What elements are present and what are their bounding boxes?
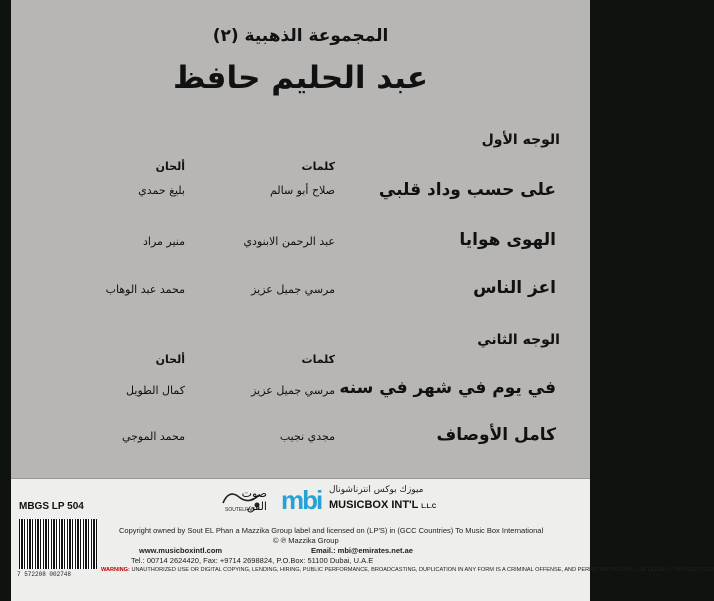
warning-label: WARNING:	[101, 567, 130, 573]
catalog-number: MBGS LP 504	[19, 501, 84, 512]
label1-text: صوت الفن	[241, 487, 267, 513]
sout-el-fan-logo	[219, 485, 267, 513]
warning-text: UNAUTHORIZED USE OR DIGITAL COPYING, LENDING, HIRING, PUBLIC PERFORMANCE, BROADCASTING, DUPLICATION IN ANY FORM IS A CRIMINAL OFFENSE, AND PERPETRATORS WILL BE LEGALLY PROSECUTED!	[131, 567, 714, 573]
album-sleeve	[11, 0, 714, 600]
copyright-text: Copyright owned by Sout EL Phan a Mazzika Group label and licensed on (LP'S) in (GCC Countries) To Music Box International	[119, 526, 544, 535]
label2-english-text: MUSICBOX INT'L	[329, 499, 419, 511]
label1-subtext: SOUTELFAN	[225, 507, 255, 513]
warning-notice	[101, 567, 714, 573]
song-lyricist: مرسي جميل عزيز	[251, 384, 335, 397]
mbi-logo-icon: mbi	[281, 485, 322, 515]
label2-arabic: ميوزك بوكس انترناشونال	[329, 485, 424, 495]
music-header: ألحان	[155, 160, 185, 173]
song-title: الهوى هوايا	[459, 230, 556, 250]
lyrics-header: كلمات	[301, 160, 335, 173]
song-lyricist: عبد الرحمن الابنودي	[243, 235, 335, 248]
artist-name: عبد الحليم حافظ	[172, 60, 429, 96]
website-link[interactable]: www.musicboxintl.com	[139, 546, 223, 555]
song-composer: محمد الموجي	[121, 430, 185, 443]
song-lyricist: مرسي جميل عزيز	[251, 283, 335, 296]
song-composer: بليغ حمدي	[138, 184, 185, 197]
song-title: كامل الأوصاف	[436, 425, 556, 445]
label2-suffix: L.L.C	[421, 504, 437, 510]
song-composer: منير مراد	[142, 235, 185, 248]
series-title: المجموعة الذهبية (٢)	[212, 26, 389, 46]
song-lyricist: مجدي نجيب	[279, 430, 335, 443]
side-b-title: الوجه الثاني	[477, 332, 560, 348]
label2-english	[329, 499, 436, 511]
song-title: اعز الناس	[473, 278, 556, 298]
music-header: ألحان	[155, 353, 185, 366]
barcode	[19, 519, 97, 569]
side-a-title: الوجه الأول	[481, 132, 560, 148]
song-composer: محمد عبد الوهاب	[105, 283, 185, 296]
lyrics-header: كلمات	[301, 353, 335, 366]
song-title: على حسب وداد قلبي	[378, 180, 556, 200]
contact-info: Tel.: 00714 2624420, Fax: +9714 2698824, P.O.Box: 51100 Dubai, U.A.E	[131, 556, 374, 565]
email-link[interactable]: Email.: mbi@emirates.net.ae	[311, 546, 413, 555]
barcode-number: 7 572208 002748	[17, 571, 72, 578]
song-title: في يوم في شهر في سنه	[339, 378, 556, 398]
song-composer: كمال الطويل	[126, 384, 185, 397]
copyright-owner: © ℗ Mazzika Group	[273, 536, 339, 545]
song-lyricist: صلاح أبو سالم	[269, 184, 335, 197]
footer-panel	[11, 478, 714, 601]
